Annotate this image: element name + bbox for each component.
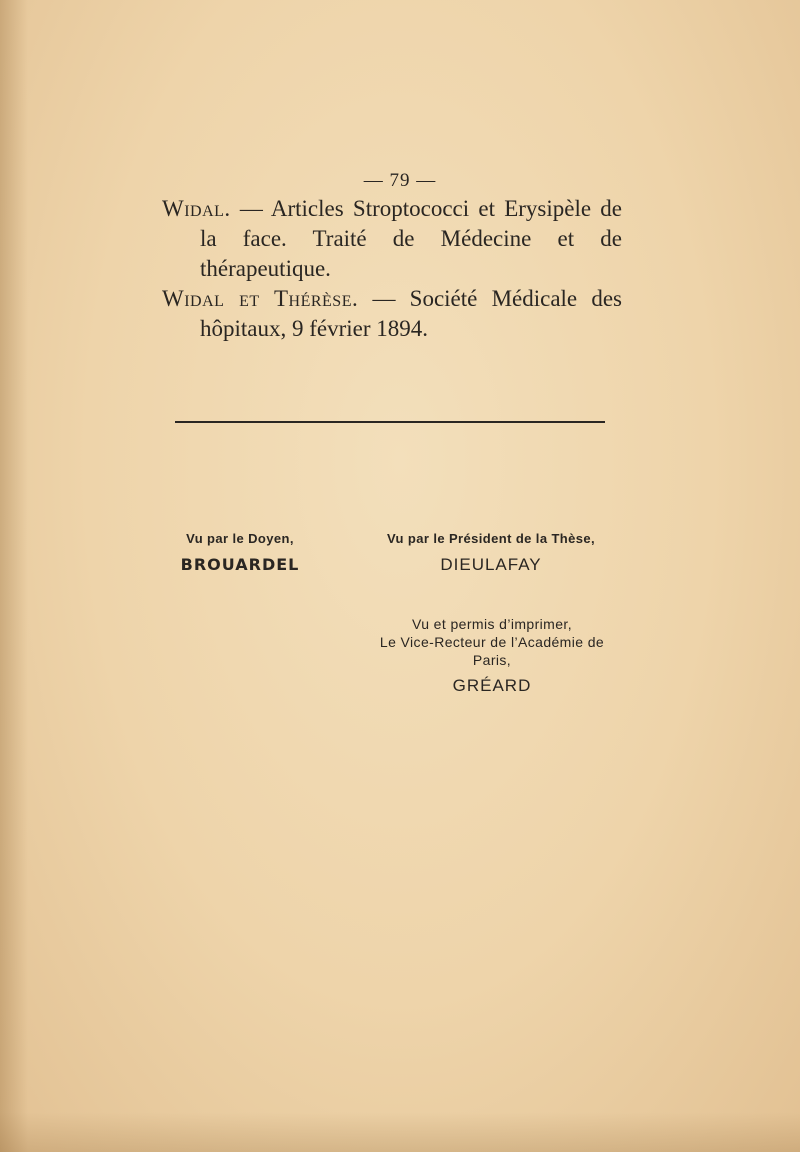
horizontal-rule [175, 421, 605, 423]
approval-doyen [170, 530, 310, 576]
approval-caption: Vu par le Président de la Thèse, [386, 531, 596, 546]
page-number: — 79 — [363, 170, 437, 191]
approval-caption: Le Vice-Recteur de l’Académie de Paris, [379, 634, 605, 668]
reference-text: — Articles Stroptococci et Erysipèle de la face. Traité de Médecine et de thérapeutique. [200, 196, 622, 281]
reference-entry [162, 194, 622, 284]
approval-president [356, 530, 626, 576]
reference-author: Widal et Thérèse. [162, 286, 359, 311]
reference-entry [162, 284, 622, 344]
reference-author: Widal. [162, 196, 231, 221]
approval-name: GRÉARD [452, 676, 532, 695]
page-bottom-shadow [0, 1112, 800, 1152]
reference-list [162, 194, 622, 344]
reference-text: — Société Médicale des hôpitaux, 9 février 1894. [200, 286, 623, 341]
approval-imprimer [362, 615, 622, 697]
approval-caption: Vu et permis d’imprimer, [411, 616, 572, 632]
approval-name: BROUARDEL [180, 555, 300, 574]
approval-caption: Vu par le Doyen, [186, 531, 294, 546]
approval-name: DIEULAFAY [440, 555, 542, 574]
